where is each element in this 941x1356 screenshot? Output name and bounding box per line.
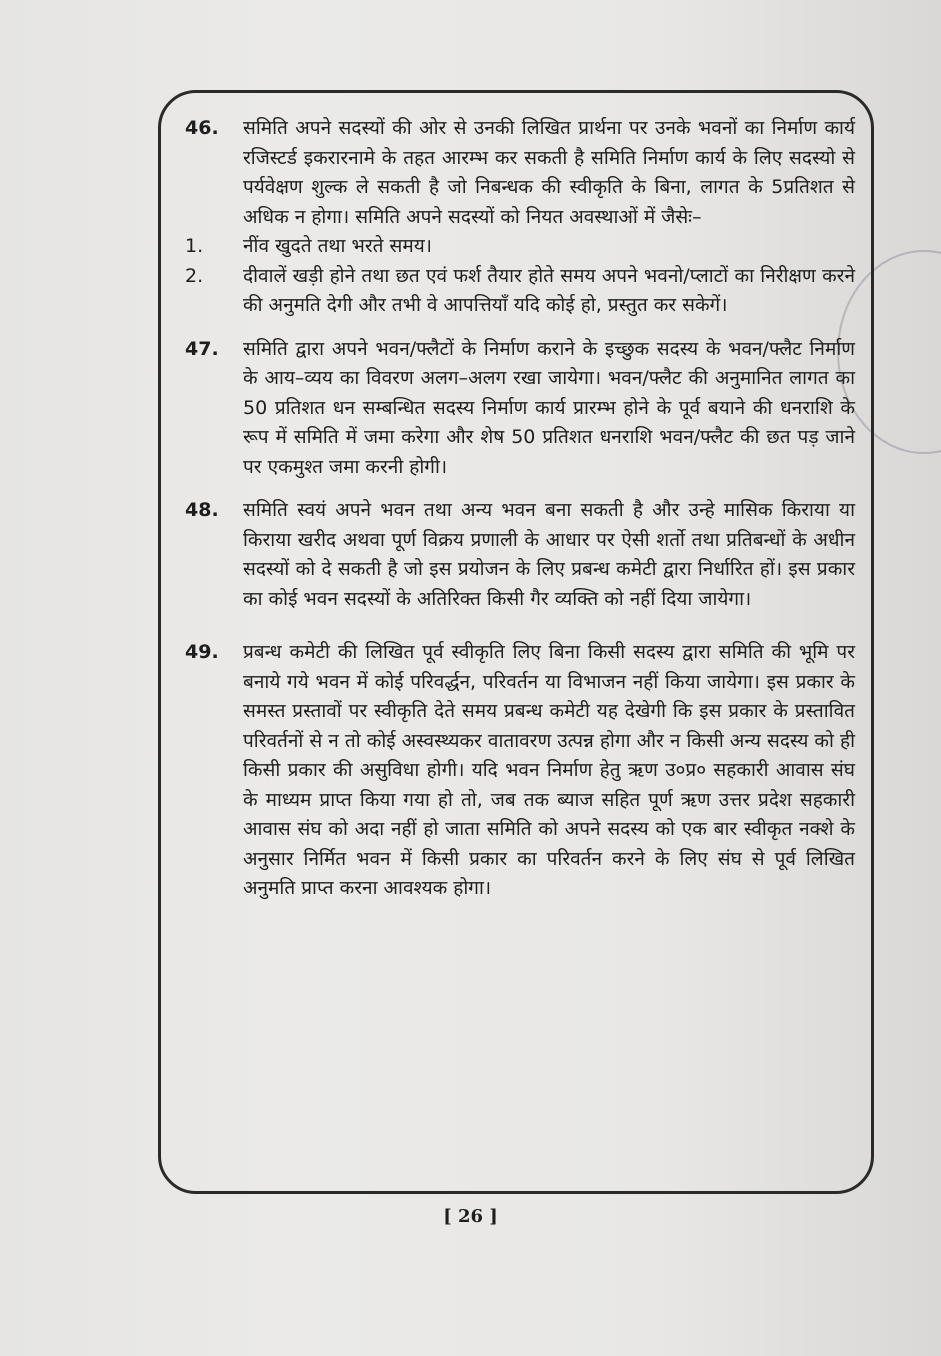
clause-49	[185, 638, 855, 904]
clause-text: समिति स्वयं अपने भवन तथा अन्य भवन बना सकती है और उन्हे मासिक किराया या किराया खरीद अथवा पूर्ण विक्रय प्रणाली के आधार पर ऐसी शर्तो तथा प्रतिबन्धों के अधीन सदस्यों को दे सकती है जो इस प्रयोजन के लिए प्रबन्ध कमेटी द्वारा निर्धारित हों। इस प्रकार का कोई भवन सदस्यों के अतिरिक्त किसी गैर व्यक्ति को नहीं दिया जायेगा।	[243, 499, 855, 610]
clause-number: 47.	[185, 337, 219, 360]
clause-number: 46.	[185, 117, 219, 139]
clause-text: समिति अपने सदस्यों की ओर से उनकी लिखित प्रार्थना पर उनके भवनों का निर्माण कार्य रजिस्टर्ड इकरारनामे के तहत आरम्भ कर सकती है समिति निर्माण कार्य के लिए सदस्यो से पर्यवेक्षण शुल्क ले सकती है जो निबन्धक की स्वीकृति के बिना, लागत के 5प्रतिशत से अधिक न होगा। समिति अपने सदस्यों को नियत अवस्थाओं में जैसेः–	[243, 117, 855, 228]
list-item-number: 1.	[185, 235, 204, 257]
clauses-container	[185, 114, 855, 904]
list-item	[185, 262, 855, 321]
list-item-number: 2.	[185, 264, 204, 287]
list-item	[185, 232, 855, 262]
page-number: [ 26 ]	[443, 1206, 498, 1227]
clause-46	[185, 114, 855, 232]
clause-text: प्रबन्ध कमेटी की लिखित पूर्व स्वीकृति लिए बिना किसी सदस्य द्वारा समिति की भूमि पर बनाये गये भवन में कोई परिवर्द्धन, परिवर्तन या विभाजन नहीं किया जायेगा। इस प्रकार के समस्त प्रस्तावों पर स्वीकृति देते समय प्रबन्ध कमेटी यह देखेगी कि इस प्रकार के प्रस्तावित परिवर्तनों से न तो कोई अस्वस्थ्यकर वातावरण उत्पन्न होगा और न किसी अन्य सदस्य को ही किसी प्रकार की असुविधा होगी। यदि भवन निर्माण हेतु ऋण उ०प्र० सहकारी आवास संघ के माध्यम प्राप्त किया गया हो तो, जब तक ब्याज सहित पूर्ण ऋण उत्तर प्रदेश सहकारी आवास संघ को अदा नहीं हो जाता समिति को अपने सदस्य को एक बार स्वीकृत नक्शे के अनुसार निर्मित भवन में किसी प्रकार का परिवर्तन करने के लिए संघ से पूर्व लिखित अनुमति प्राप्त करना आवश्यक होगा।	[243, 641, 855, 899]
list-item-text: दीवालें खड़ी होने तथा छत एवं फर्श तैयार होते समय अपने भवनो/प्लाटों का निरीक्षण करने की अनुमति देगी और तभी वे आपत्तियाँ यदि कोई हो, प्रस्तुत कर सकेगें।	[243, 264, 855, 316]
clause-number: 49.	[185, 641, 219, 663]
list-item-text: नींव खुदते तथा भरते समय।	[243, 235, 432, 257]
clause-47	[185, 335, 855, 483]
clause-46-items	[185, 232, 855, 321]
clause-48	[185, 496, 855, 614]
clause-number: 48.	[185, 499, 219, 521]
clause-text: समिति द्वारा अपने भवन/फ्लैटों के निर्माण कराने के इच्छुक सदस्य के भवन/फ्लैट निर्माण के आय–व्यय का विवरण अलग–अलग रखा जायेगा। भवन/फ्लैट की अनुमानित लागत का 50 प्रतिशत धन सम्बन्धित सदस्य निर्माण कार्य प्रारम्भ होने के पूर्व बयाने की धनराशि के रूप में समिति में जमा करेगा और शेष 50 प्रतिशत धनराशि भवन/फ्लैट की छत पड़ जाने पर एकमुश्त जमा करनी होगी।	[243, 337, 855, 478]
